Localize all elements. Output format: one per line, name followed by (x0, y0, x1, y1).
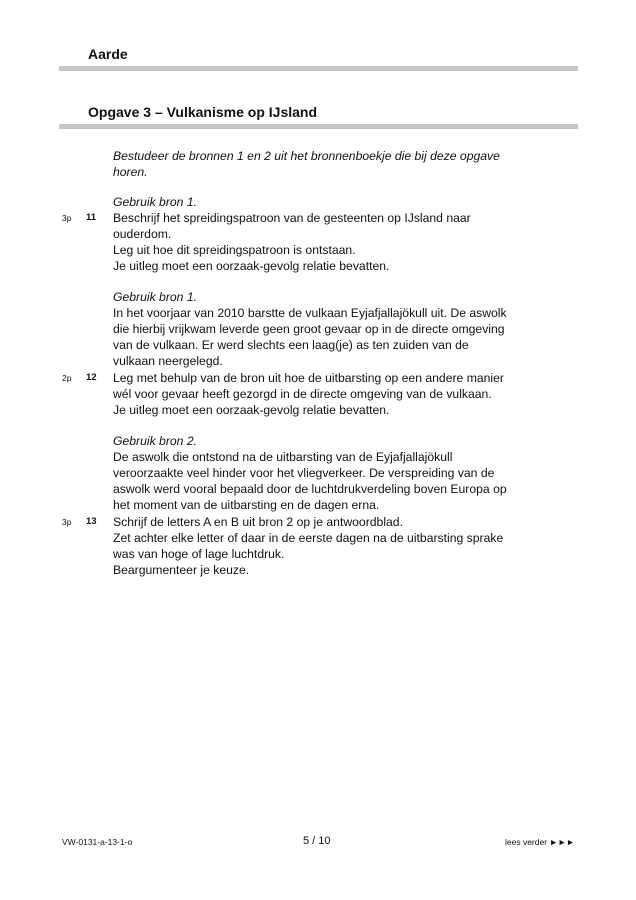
intro-line: Bestudeer de bronnen 1 en 2 uit het bronnenboekje die bij deze opgave (113, 149, 500, 163)
context-line: aswolk werd vooral bepaald door de luchtdrukverdeling boven Europa op (113, 482, 507, 496)
question-text-line: Leg uit hoe dit spreidingspatroon is ontstaan. (113, 243, 356, 257)
source-instruction: Gebruik bron 2. (113, 434, 198, 448)
question-text-line: was van hoge of lage luchtdruk. (113, 547, 285, 561)
question-text-line: ouderdom. (113, 227, 172, 241)
title-divider (59, 124, 578, 129)
context-line: van de vulkaan. Er werd slechts een laag(je) as ten zuiden van de (113, 338, 469, 352)
question-text-line: Je uitleg moet een oorzaak-gevolg relatie bevatten. (113, 403, 390, 417)
context-line: die hierbij vrijkwam leverde geen groot gevaar op in de directe omgeving (113, 322, 505, 336)
question-points: 3p (62, 517, 72, 527)
question-number: 11 (86, 212, 97, 223)
question-text-line: Beschrijf het spreidingspatroon van de gesteenten op IJsland naar (113, 211, 471, 225)
question-text-line: wél voor gevaar heeft gezorgd in de directe omgeving van de vulkaan. (113, 387, 492, 401)
question-points: 3p (62, 213, 72, 223)
source-instruction: Gebruik bron 1. (113, 290, 198, 304)
assignment-title: Opgave 3 – Vulkanisme op IJsland (88, 104, 318, 120)
source-instruction: Gebruik bron 1. (113, 195, 198, 209)
question-text-line: Schrijf de letters A en B uit bron 2 op je antwoordblad. (113, 515, 403, 529)
intro-line: horen. (113, 165, 148, 179)
context-line: het moment van de uitbarsting en de dagen erna. (113, 498, 380, 512)
question-points: 2p (62, 373, 72, 383)
exam-code: VW-0131-a-13-1-o (62, 837, 133, 847)
context-line: De aswolk die ontstond na de uitbarsting van de Eyjafjallajökull (113, 450, 453, 464)
header-divider (59, 66, 578, 71)
question-text-line: Leg met behulp van de bron uit hoe de uitbarsting op een andere manier (113, 371, 504, 385)
question-text-line: Zet achter elke letter of daar in de eerste dagen na de uitbarsting sprake (113, 531, 504, 545)
continue-indicator: lees verder ►►► (505, 837, 575, 847)
question-number: 12 (86, 372, 97, 383)
page-number: 5 / 10 (303, 835, 331, 847)
question-text-line: Je uitleg moet een oorzaak-gevolg relatie bevatten. (113, 259, 390, 273)
context-line: vulkaan neergelegd. (113, 354, 223, 368)
question-text-line: Beargumenteer je keuze. (113, 563, 250, 577)
context-line: veroorzaakte veel hinder voor het vliegverkeer. De verspreiding van de (113, 466, 495, 480)
context-line: In het voorjaar van 2010 barstte de vulkaan Eyjafjallajökull uit. De aswolk (113, 306, 507, 320)
question-number: 13 (86, 516, 97, 527)
subject-heading: Aarde (88, 46, 128, 62)
